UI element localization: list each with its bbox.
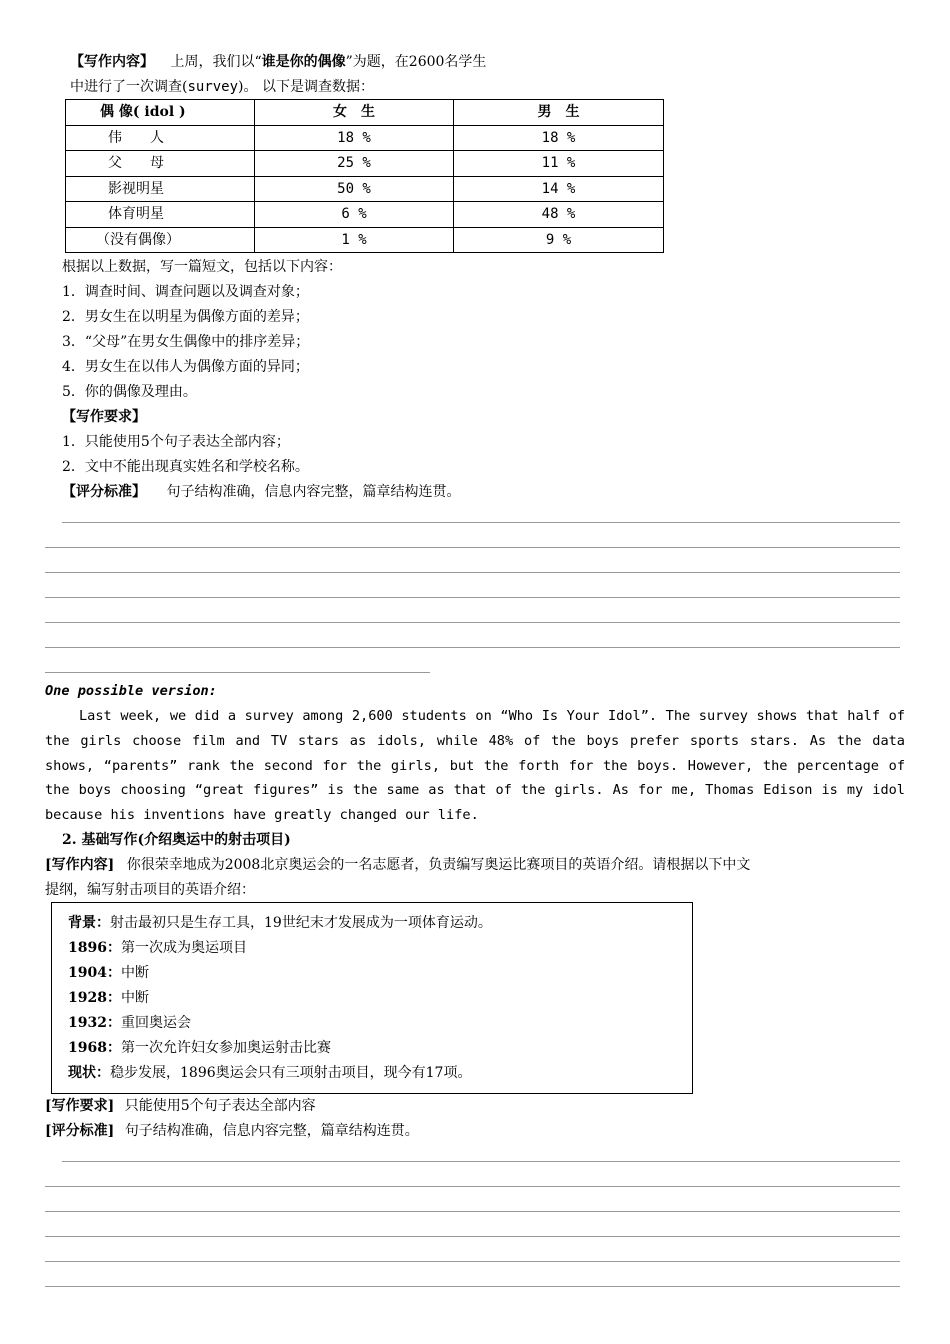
outline-value: 稳步发展，1896奥运会只有三项射击项目，现今有17项。 <box>110 1065 472 1081</box>
outline-key: 1928： <box>68 990 121 1006</box>
task-item-4: 4．男女生在以伟人为偶像方面的异同； <box>62 359 309 375</box>
outline-item <box>68 1039 331 1057</box>
outline-item <box>68 1014 191 1032</box>
outline-key: 背景： <box>68 915 110 931</box>
section2-content-line2: 提纲，编写射击项目的英语介绍： <box>45 882 255 898</box>
section2-requirements <box>45 1097 316 1115</box>
outline-key: 1904： <box>68 965 121 981</box>
writing-line <box>62 1161 900 1162</box>
outline-item <box>68 964 149 982</box>
outline-item <box>68 939 247 957</box>
cell-idol: 伟 人 <box>66 125 255 151</box>
section2-heading: 2. 基础写作(介绍奥运中的射击项目) <box>62 832 291 848</box>
outline-value: 中断 <box>120 990 149 1006</box>
section2-criteria-label: [评分标准] <box>45 1123 115 1139</box>
requirement-item-2: 2．文中不能出现真实姓名和学校名称。 <box>62 459 309 475</box>
cell-girls: 18 % <box>255 125 454 151</box>
section2-content-line1 <box>45 856 750 874</box>
writing-line <box>45 1286 900 1287</box>
outline-item <box>68 1064 471 1082</box>
requirement-item-1: 1．只能使用5个句子表达全部内容； <box>62 434 290 450</box>
cell-boys: 48 % <box>454 202 664 228</box>
requirements-label: 【写作要求】 <box>62 409 146 425</box>
writing-line <box>45 647 900 648</box>
task-item-2: 2．男女生在以明星为偶像方面的差异； <box>62 309 309 325</box>
writing-line <box>45 547 900 548</box>
header-boys: 男 生 <box>454 100 664 126</box>
outline-key: 1896： <box>68 940 121 956</box>
task-item-1: 1．调查时间、调查问题以及调查对象； <box>62 284 309 300</box>
intro-text-after: ”为题，在2600名学生 <box>345 54 487 70</box>
cell-idol: （没有偶像） <box>66 227 255 253</box>
writing-line <box>45 622 900 623</box>
outline-item <box>68 914 492 932</box>
table-row <box>66 227 664 253</box>
task-intro: 根据以上数据，写一篇短文，包括以下内容： <box>62 259 342 275</box>
task-item-5: 5．你的偶像及理由。 <box>62 384 197 400</box>
writing-line <box>45 1236 900 1237</box>
writing-line <box>62 522 900 523</box>
outline-value: 第一次成为奥运项目 <box>120 940 247 956</box>
criteria-text: 句子结构准确，信息内容完整，篇章结构连贯。 <box>166 484 461 500</box>
cell-girls: 1 % <box>255 227 454 253</box>
intro-text-before: 上周，我们以“ <box>170 54 262 70</box>
intro-topic: 谁是你的偶像 <box>261 54 346 70</box>
section2-criteria-text: 句子结构准确，信息内容完整，篇章结构连贯。 <box>124 1123 419 1139</box>
intro-survey-word: survey <box>187 79 239 95</box>
intro-line-1 <box>70 53 486 71</box>
section2-content-text: 你很荣幸地成为2008北京奥运会的一名志愿者，负责编写奥运比赛项目的英语介绍。请根据以下中文 <box>126 857 751 873</box>
criteria-line <box>62 483 460 501</box>
cell-idol: 影视明星 <box>66 176 255 202</box>
criteria-label: 【评分标准】 <box>62 484 146 500</box>
writing-line <box>45 1186 900 1187</box>
cell-idol: 父 母 <box>66 151 255 177</box>
sample-essay: Last week, we did a survey among 2,600 students on “Who Is Your Idol”. The survey shows that half of the girls choose film and TV stars as idols, while 48% of the boys prefer sports stars. As the data shows, “parents” rank the second for the girls, but the forth for the boys. However, the percentage of the boys choosing “great figures” is the same as that of the girls. As for me, Thomas Edison is my idol because his inventions have greatly changed our life. <box>45 708 905 824</box>
intro-line2-after: )。 以下是调查数据： <box>238 79 374 95</box>
outline-value: 第一次允许妇女参加奥运射击比赛 <box>120 1040 331 1056</box>
outline-value: 中断 <box>120 965 149 981</box>
section2-requirements-label: [写作要求] <box>45 1098 115 1114</box>
cell-idol: 体育明星 <box>66 202 255 228</box>
cell-boys: 14 % <box>454 176 664 202</box>
cell-girls: 50 % <box>255 176 454 202</box>
section2-content-label: [写作内容] <box>45 857 115 873</box>
outline-value: 重回奥运会 <box>120 1015 191 1031</box>
header-girls: 女 生 <box>255 100 454 126</box>
header-idol: 偶 像( idol ) <box>66 100 255 126</box>
writing-line <box>45 1261 900 1262</box>
outline-value: 射击最初只是生存工具，19世纪末才发展成为一项体育运动。 <box>110 915 492 931</box>
table-row <box>66 125 664 151</box>
cell-girls: 6 % <box>255 202 454 228</box>
table-row <box>66 176 664 202</box>
writing-line <box>45 672 430 673</box>
survey-table <box>65 99 664 253</box>
outline-item <box>68 989 149 1007</box>
writing-line <box>45 572 900 573</box>
cell-boys: 9 % <box>454 227 664 253</box>
cell-girls: 25 % <box>255 151 454 177</box>
writing-line <box>45 597 900 598</box>
table-header-row <box>66 100 664 126</box>
section2-requirements-text: 只能使用5个句子表达全部内容 <box>124 1098 316 1114</box>
table-row <box>66 151 664 177</box>
cell-boys: 18 % <box>454 125 664 151</box>
outline-key: 现状： <box>68 1065 110 1081</box>
section2-criteria <box>45 1122 419 1140</box>
outline-key: 1968： <box>68 1040 121 1056</box>
content-label: 【写作内容】 <box>70 54 154 70</box>
intro-line-2 <box>70 78 374 96</box>
table-row <box>66 202 664 228</box>
intro-line2-before: 中进行了一次调查( <box>70 79 188 95</box>
cell-boys: 11 % <box>454 151 664 177</box>
writing-line <box>45 1211 900 1212</box>
outline-key: 1932： <box>68 1015 121 1031</box>
task-item-3: 3．“父母”在男女生偶像中的排序差异； <box>62 334 310 350</box>
sample-label: One possible version: <box>45 683 217 699</box>
